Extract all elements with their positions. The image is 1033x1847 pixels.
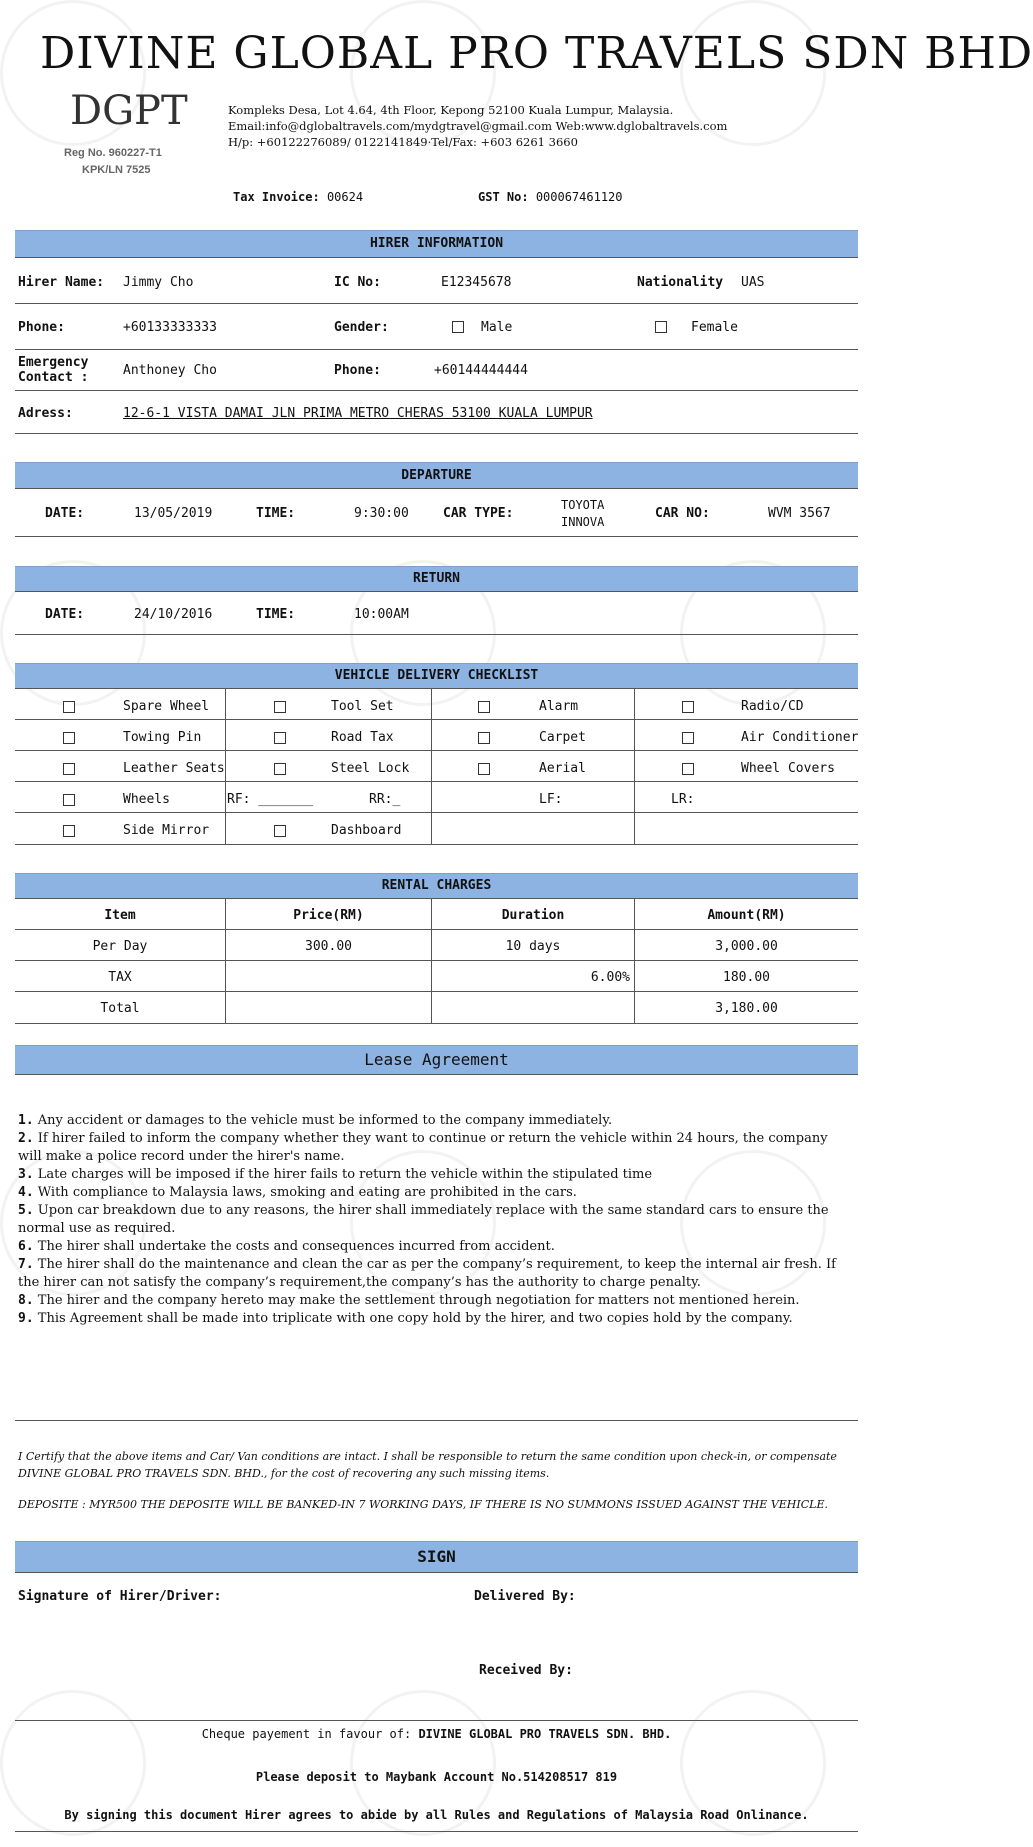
- male-label: Male: [481, 320, 513, 335]
- divider: [15, 991, 858, 992]
- duration-value: 10 days: [505, 939, 561, 954]
- divider: [15, 1023, 858, 1024]
- phone-value: +60133333333: [123, 320, 217, 335]
- ic-value: E12345678: [441, 275, 512, 290]
- divider: [15, 844, 858, 845]
- lease-term: [18, 1238, 852, 1256]
- divider: [15, 1420, 858, 1421]
- lease-term: [18, 1310, 852, 1328]
- cheque-payee: DIVINE GLOBAL PRO TRAVELS SDN. BHD.: [418, 1727, 672, 1741]
- tax-invoice: [233, 190, 363, 204]
- air-conditioner-label: Air Conditioner: [741, 730, 859, 745]
- lease-term-text: If hirer failed to inform the company whether they want to continue or return the vehicle within 24 hours, the company will make a police record under the hirer's name.: [18, 1131, 828, 1164]
- female-checkbox[interactable]: [655, 321, 667, 333]
- side-mirror-checkbox[interactable]: [63, 825, 75, 837]
- leather-seats-label: Leather Seats: [123, 761, 225, 776]
- divider: [15, 929, 858, 930]
- car-no-value: WVM 3567: [768, 506, 831, 521]
- radio-cd-checkbox[interactable]: [682, 701, 694, 713]
- charges-section-header: RENTAL CHARGES: [15, 873, 858, 899]
- col-duration-header: Duration: [501, 908, 565, 923]
- lease-term-number: 1.: [18, 1113, 34, 1128]
- per-day-label: Per Day: [92, 939, 148, 954]
- steel-lock-label: Steel Lock: [331, 761, 410, 776]
- address-value: 12-6-1 VISTA DAMAI JLN PRIMA METRO CHERAS 53100 KUALA LUMPUR: [123, 406, 593, 421]
- emergency-label: [18, 355, 88, 385]
- car-type-value: [561, 497, 604, 531]
- lease-term-text: With compliance to Malaysia laws, smoking and eating are prohibited in the cars.: [37, 1185, 577, 1200]
- wheel-covers-checkbox[interactable]: [682, 763, 694, 775]
- towing-pin-checkbox[interactable]: [63, 732, 75, 744]
- lease-term-text: This Agreement shall be made into triplicate with one copy hold by the hirer, and two copies hold by the company.: [37, 1311, 793, 1326]
- wheel-rr: RR:_: [369, 792, 401, 807]
- lease-term: [18, 1202, 852, 1238]
- lease-term: [18, 1130, 852, 1166]
- emergency-value: Anthoney Cho: [123, 363, 217, 378]
- lease-term-number: 3.: [18, 1167, 34, 1182]
- car-no-label: CAR NO:: [655, 506, 710, 521]
- air-conditioner-checkbox[interactable]: [682, 732, 694, 744]
- cheque-prefix: Cheque payement in favour of:: [201, 1727, 412, 1741]
- return-date-value: 24/10/2016: [134, 607, 213, 622]
- lease-term-number: 4.: [18, 1185, 34, 1200]
- hirer-name-label: Hirer Name:: [18, 275, 105, 290]
- gst-value: 000067461120: [535, 190, 623, 204]
- checklist-section-header: VEHICLE DELIVERY CHECKLIST: [15, 663, 858, 689]
- emergency-label-line1: Emergency: [18, 355, 89, 370]
- lease-terms: [18, 1112, 852, 1328]
- tax-label: TAX: [108, 970, 132, 985]
- divider: [15, 812, 858, 813]
- total-label: Total: [100, 1001, 140, 1016]
- departure-time-value: 9:30:00: [354, 506, 409, 521]
- lease-term-number: 7.: [18, 1257, 34, 1272]
- lease-term-number: 8.: [18, 1293, 34, 1308]
- hirer-signature-label: Signature of Hirer/Driver:: [18, 1589, 222, 1604]
- return-time-label: TIME:: [256, 607, 296, 622]
- wheels-label: Wheels: [123, 792, 170, 807]
- lease-term-text: Upon car breakdown due to any reasons, the hirer shall immediately replace with the same standard cars to ensure the normal use as required.: [18, 1203, 829, 1236]
- departure-date-label: DATE:: [45, 506, 85, 521]
- leather-seats-checkbox[interactable]: [63, 763, 75, 775]
- departure-section-header: DEPARTURE: [15, 462, 858, 489]
- divider: [15, 433, 858, 434]
- tax-rate-value: 6.00%: [590, 970, 630, 985]
- lease-term-text: The hirer and the company hereto may make the settlement through negotiation for matters not mentioned herein.: [37, 1293, 800, 1308]
- side-mirror-label: Side Mirror: [123, 823, 210, 838]
- carpet-checkbox[interactable]: [478, 732, 490, 744]
- sign-section-header: SIGN: [15, 1541, 858, 1573]
- col-amount-header: Amount(RM): [707, 908, 786, 923]
- wheel-lr: LR:: [671, 792, 695, 807]
- tax-invoice-value: 00624: [326, 190, 364, 204]
- lease-term: [18, 1184, 852, 1202]
- divider: [225, 688, 226, 844]
- lease-term-text: Any accident or damages to the vehicle must be informed to the company immediately.: [37, 1113, 613, 1128]
- divider: [15, 1720, 858, 1721]
- divider: [15, 390, 858, 391]
- towing-pin-label: Towing Pin: [123, 730, 202, 745]
- phone-label: Phone:: [18, 320, 65, 335]
- lease-term: [18, 1292, 852, 1310]
- lease-term: [18, 1166, 852, 1184]
- footer-agreement: By signing this document Hirer agrees to abide by all Rules and Regulations of Malaysia Road Onlinance.: [64, 1808, 809, 1822]
- delivered-by-label: Delivered By:: [474, 1589, 576, 1604]
- spare-wheel-checkbox[interactable]: [63, 701, 75, 713]
- lease-term-text: The hirer shall undertake the costs and consequences incurred from accident.: [37, 1239, 555, 1254]
- male-checkbox[interactable]: [452, 321, 464, 333]
- alarm-checkbox[interactable]: [478, 701, 490, 713]
- ic-label: IC No:: [334, 275, 381, 290]
- car-type-line2: INNOVA: [561, 515, 605, 529]
- wheels-checkbox[interactable]: [63, 794, 75, 806]
- tax-amount-value: 180.00: [723, 970, 770, 985]
- departure-date-value: 13/05/2019: [134, 506, 213, 521]
- divider: [15, 750, 858, 751]
- lease-term: [18, 1112, 852, 1130]
- hirer-name-value: Jimmy Cho: [123, 275, 194, 290]
- amount-value: 3,000.00: [715, 939, 778, 954]
- reg-number: Reg No. 960227-T1: [64, 147, 162, 159]
- spare-wheel-label: Spare Wheel: [123, 699, 210, 714]
- tool-set-checkbox[interactable]: [274, 701, 286, 713]
- company-name: DIVINE GLOBAL PRO TRAVELS SDN BHD: [40, 28, 1033, 79]
- certify-text: I Certify that the above items and Car/ Van conditions are intact. I shall be responsible to return the same condition upon check-in, or compensate DIVINE GLOBAL PRO TRAVELS SDN. BHD., for the cost of recovering any such missing items.: [18, 1450, 837, 1480]
- carpet-label: Carpet: [539, 730, 586, 745]
- company-logo: DGPT: [70, 88, 188, 134]
- return-section-header: RETURN: [15, 566, 858, 592]
- license-number: KPK/LN 7525: [82, 164, 151, 176]
- divider: [15, 1831, 858, 1832]
- deposit-text: DEPOSITE : MYR500 THE DEPOSITE WILL BE BANKED-IN 7 WORKING DAYS, IF THERE IS NO SUMMONS ISSUED AGAINST THE VEHICLE.: [18, 1498, 828, 1511]
- divider: [15, 960, 858, 961]
- company-email-web: Email:info@dglobaltravels.com/mydgtravel@gmail.com Web:www.dglobaltravels.com: [228, 119, 728, 133]
- divider: [15, 634, 858, 635]
- emergency-phone-label: Phone:: [334, 363, 381, 378]
- company-address: Kompleks Desa, Lot 4.64, 4th Floor, Kepong 52100 Kuala Lumpur, Malaysia.: [228, 103, 674, 117]
- aerial-checkbox[interactable]: [478, 763, 490, 775]
- divider: [15, 781, 858, 782]
- divider: [15, 719, 858, 720]
- wheel-rf: RF: _______: [227, 792, 314, 807]
- address-label: Adress:: [18, 406, 73, 421]
- lease-term-number: 5.: [18, 1203, 34, 1218]
- road-tax-label: Road Tax: [331, 730, 394, 745]
- wheel-covers-label: Wheel Covers: [741, 761, 835, 776]
- divider: [15, 349, 858, 350]
- price-value: 300.00: [305, 939, 352, 954]
- total-amount-value: 3,180.00: [715, 1001, 778, 1016]
- received-by-label: Received By:: [479, 1663, 573, 1678]
- lease-term: [18, 1256, 852, 1292]
- nationality-label: Nationality: [637, 275, 724, 290]
- wheel-lf: LF:: [539, 792, 563, 807]
- alarm-label: Alarm: [539, 699, 579, 714]
- radio-cd-label: Radio/CD: [741, 699, 804, 714]
- gst-label: GST No:: [478, 190, 529, 204]
- company-phone: H/p: +60122276089/ 0122141849·Tel/Fax: +603 6261 3660: [228, 135, 578, 149]
- lease-term-text: Late charges will be imposed if the hirer fails to return the vehicle within the stipulated time: [37, 1167, 653, 1182]
- car-type-line1: TOYOTA: [561, 498, 605, 512]
- bank-deposit-line: Please deposit to Maybank Account No.514208517 819: [255, 1770, 618, 1784]
- hirer-section-header: HIRER INFORMATION: [15, 230, 858, 258]
- road-tax-checkbox[interactable]: [274, 732, 286, 744]
- dashboard-label: Dashboard: [331, 823, 402, 838]
- aerial-label: Aerial: [539, 761, 586, 776]
- divider: [15, 303, 858, 304]
- return-date-label: DATE:: [45, 607, 85, 622]
- nationality-value: UAS: [741, 275, 765, 290]
- tax-invoice-label: Tax Invoice:: [233, 190, 320, 204]
- steel-lock-checkbox[interactable]: [274, 763, 286, 775]
- lease-term-text: The hirer shall do the maintenance and clean the car as per the company’s requirement, to keep the internal air fresh. If the hirer can not satisfy the company’s requirement,the company’s has the authority to charge penalty.: [18, 1257, 836, 1290]
- gst-number: [478, 190, 623, 204]
- car-type-label: CAR TYPE:: [443, 506, 514, 521]
- female-label: Female: [691, 320, 738, 335]
- lease-term-number: 9.: [18, 1311, 34, 1326]
- departure-time-label: TIME:: [256, 506, 296, 521]
- spacer: [15, 1510, 858, 1511]
- cheque-line: [15, 1727, 858, 1741]
- emergency-label-line2: Contact :: [18, 370, 89, 385]
- divider: [634, 688, 635, 844]
- divider: [15, 536, 858, 537]
- tool-set-label: Tool Set: [331, 699, 394, 714]
- lease-term-number: 2.: [18, 1131, 34, 1146]
- return-time-value: 10:00AM: [354, 607, 409, 622]
- col-price-header: Price(RM): [293, 908, 364, 923]
- lease-term-number: 6.: [18, 1239, 34, 1254]
- dashboard-checkbox[interactable]: [274, 825, 286, 837]
- col-item-header: Item: [104, 908, 136, 923]
- divider: [431, 688, 432, 844]
- gender-label: Gender:: [334, 320, 389, 335]
- lease-section-header: Lease Agreement: [15, 1045, 858, 1075]
- emergency-phone-value: +60144444444: [434, 363, 528, 378]
